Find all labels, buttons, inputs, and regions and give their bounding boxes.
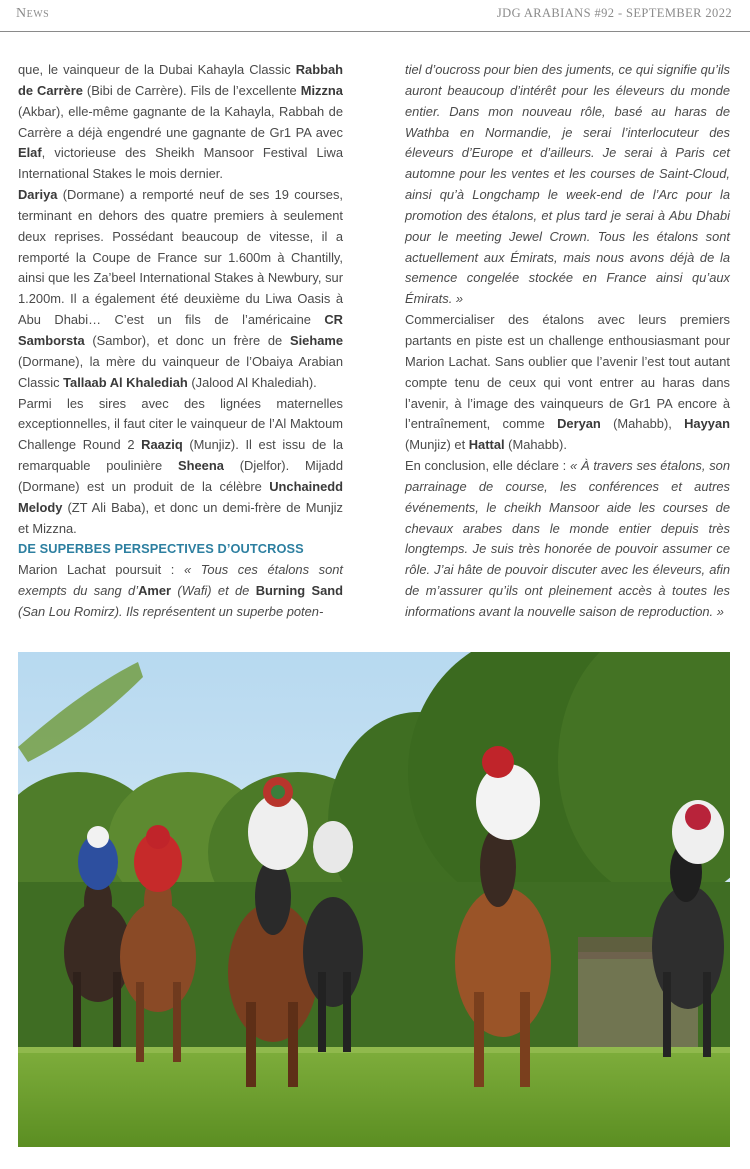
text: (Mahabb). <box>504 437 567 453</box>
text: , victorieuse des Sheikh Mansoor Festival Liwa International Stakes le mois dernier. <box>18 145 343 182</box>
text: que, le vainqueur de la Dubai Kahayla Classic <box>18 62 296 77</box>
horse-name: Burning Sand <box>255 583 343 599</box>
publication-issue: JDG ARABIANS #92 - SEPTEMBER 2022 <box>496 6 732 20</box>
horse-name: Siehame <box>289 332 343 348</box>
text: (Dormane) a remporté neuf de ses 19 courses, terminant en dehors des quatre premiers à seulement deux reprises. Possédant beaucoup de vitesse, il a remporté la Coupe de France sur 1.600m à Chantilly, ainsi que les Za’beel International Stakes à Newbury, sur 1.200m. Il a également été deuxième du Liwa Oasis à Abu Dhabi… C’est un fils de l’américaine <box>18 187 343 328</box>
text: Marion Lachat poursuit : <box>18 562 184 578</box>
text: (Munjiz) et <box>405 437 469 453</box>
paragraph-rabbah <box>18 60 343 185</box>
text: (Sambor), et donc un frère de <box>84 332 290 348</box>
text: Parmi les sires avec des lignées maternelles exceptionnelles, il faut citer le vainqueur de l’Al Maktoum Challenge Round 2 <box>18 395 343 453</box>
quote-text: « Tous ces étalons sont exempts du sang d’ <box>18 562 343 599</box>
text: Commercialiser des étalons avec leurs premiers partants en piste est un challenge enthousiasmant pour Marion Lachat. Sans oublier que l’avenir l’est tout autant compte tenu de ceux qui vont entrer au haras dans l’avenir, à l’image des vainqueurs de Gr1 PA encore à l’entraînement, comme <box>405 312 730 432</box>
paragraph-quote-continued <box>405 60 730 310</box>
horse-name: Elaf <box>18 145 42 161</box>
paragraph-dariya <box>18 185 343 393</box>
horse-name: Mizzna <box>300 82 343 98</box>
horse-name: Dariya <box>18 187 58 203</box>
paragraph-commercialiser <box>405 310 730 456</box>
text: (Dormane), la mère du vainqueur de l’Obaiya Arabian Classic <box>18 353 343 390</box>
section-label: News <box>16 6 50 21</box>
horse-name: CR Samborsta <box>18 312 343 348</box>
text: (Munjiz). Il est issu de la remarquable poulinière <box>18 437 344 474</box>
race-illustration <box>18 652 730 1147</box>
horse-name: Amer <box>138 583 172 599</box>
horse-name: Tallaab Al Khalediah <box>63 374 188 390</box>
horse-name: Hattal <box>468 437 505 453</box>
horse-name: Sheena <box>178 458 224 474</box>
turf <box>18 1047 730 1147</box>
text: (Akbar), elle-même gagnante de la Kahayla, Rabbah de Carrère a déjà engendré une gagnante de Gr1 PA avec <box>18 103 343 140</box>
text: (Djelfor). Mijadd (Dormane) est un produit de la célèbre <box>18 458 343 494</box>
quote-text: tiel d’oucross pour bien des juments, ce qui signifie qu’ils auront beaucoup d’intérêt pour les éleveurs du monde entier. Dans mon nouveau rôle, basé au haras de Wathba en Normandie, je serai l’interlocuteur des éleveurs d’Europe et d’ailleurs. Je serai à Paris cet automne pour les ventes et les courses de Saint-Cloud, ainsi qu’à Longchamp le week-end de l’Arc pour la promotion des étalons, et plus tard je serai à Abu Dhabi pour le meeting Jewel Crown. Tous les étalons sont actuellement aux Émirats, mais nous avons déjà de la semence congelée stockée en France ainsi qu’aux Émirats. » <box>405 62 730 307</box>
horse-name: Rabbah de Carrère <box>18 62 343 98</box>
horse-racing-photo <box>18 652 730 1147</box>
section-heading: DE SUPERBES PERSPECTIVES D’OUTCROSS <box>18 541 304 557</box>
text: (Mahabb), <box>600 416 685 432</box>
quote-text: (Wafi) et de <box>171 583 256 599</box>
paragraph-conclusion <box>405 456 730 623</box>
horse-name: Hayyan <box>684 416 730 432</box>
left-column <box>18 60 343 623</box>
right-column <box>405 60 730 623</box>
quote-text: (San Lou Romirz). Ils représentent un superbe poten- <box>18 603 324 619</box>
paragraph-sires <box>18 394 343 540</box>
text: (Jalood Al Khalediah). <box>187 374 317 390</box>
horse-name: Raaziq <box>141 437 183 453</box>
text: En conclusion, elle déclare : <box>405 458 571 474</box>
text: (ZT Ali Baba), et donc un demi-frère de Munjiz et Mizzna. <box>18 499 343 536</box>
quote-text: « À travers ses étalons, son parrainage de course, les conférences et autres événements, le cheikh Mansoor aide les courses de chevaux arabes dans le monde entier depuis très longtemps. Je suis très honorée de pouvoir assumer ce rôle. J’ai hâte de pouvoir discuter avec les éleveurs, afin de m’assurer qu’ils ont pleinement accès à toutes les informations avant la nouvelle saison de reproduction. » <box>405 458 730 619</box>
page-header <box>0 0 750 32</box>
paragraph-outcross <box>18 560 343 623</box>
horse-name: Deryan <box>557 416 601 432</box>
text: (Bibi de Carrère). Fils de l’excellente <box>82 82 301 98</box>
horse-name: Unchainedd Melody <box>18 478 343 515</box>
